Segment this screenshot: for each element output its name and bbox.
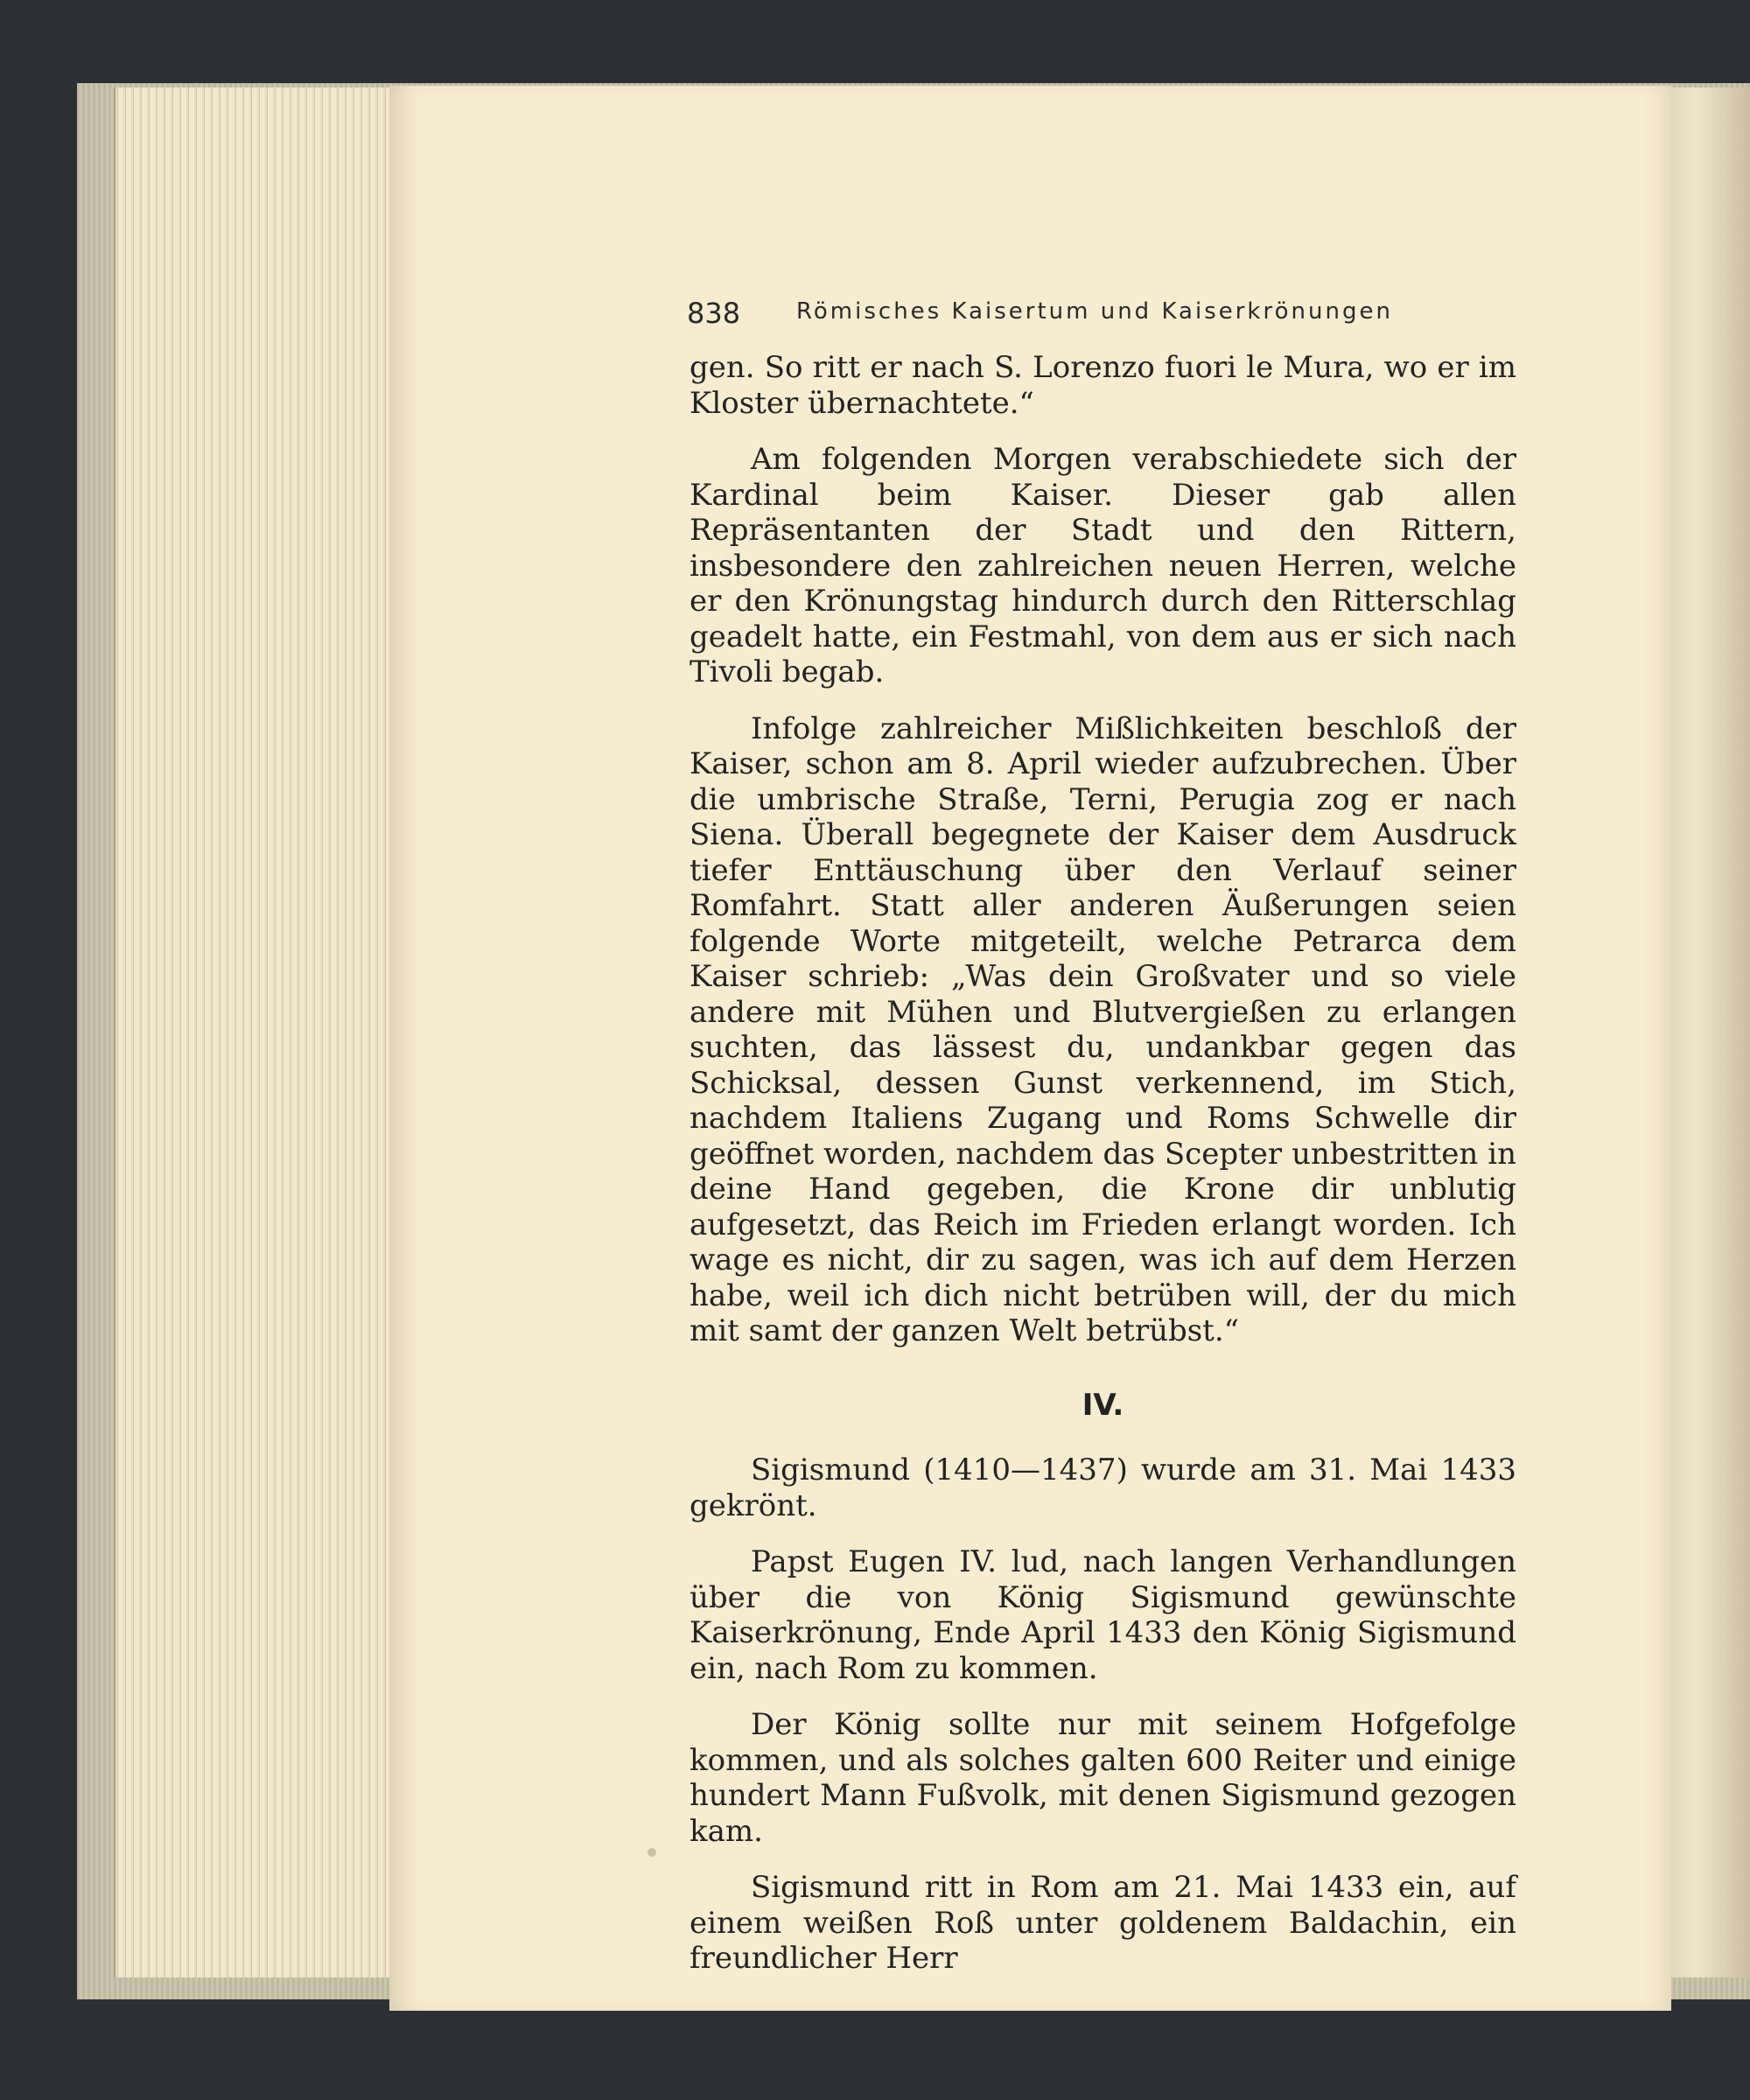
body-text — [690, 350, 1516, 1998]
paragraph: gen. So ritt er nach S. Lorenzo fuori le Mura, wo er im Kloster übernachtete.“ — [690, 350, 1516, 421]
paragraph: Der König sollte nur mit seinem Hofgefolge kommen, und als solches galten 600 Reiter und einige hundert Mann Fußvolk, mit denen Sigismund gezogen kam. — [690, 1707, 1516, 1849]
paragraph: Infolge zahlreicher Mißlichkeiten beschloß der Kaiser, schon am 8. April wieder aufzubrechen. Über die umbrische Straße, Terni, Perugia zog er nach Siena. Überall begegnete der Kaiser dem Ausdruck tiefer Enttäuschung über den Verlauf seiner Romfahrt. Statt aller anderen Äußerungen seien folgende Worte mitgeteilt, welche Petrarca dem Kaiser schrieb: „Was dein Großvater und so viele andere mit Mühen und Blutvergießen zu erlangen suchten, das lässest du, undankbar gegen das Schicksal, dessen Gunst verkennend, im Stich, nachdem Italiens Zugang und Roms Schwelle dir geöffnet worden, nachdem das Scepter unbestritten in deine Hand gegeben, die Krone dir unblutig aufgesetzt, das Reich im Frieden erlangt worden. Ich wage es nicht, dir zu sagen, was ich auf dem Herzen habe, weil ich dich nicht betrüben will, der du mich mit samt der ganzen Welt betrübst.“ — [690, 710, 1516, 1348]
page-stack-edge — [114, 88, 404, 1978]
paragraph: Papst Eugen IV. lud, nach langen Verhandlungen über die von König Sigismund gewünschte Kaiserkrönung, Ende April 1433 den König Sigismund ein, nach Rom zu kommen. — [690, 1544, 1516, 1686]
facing-page-edge — [1658, 88, 1750, 1978]
page-number: 838 — [687, 297, 741, 330]
section-heading: IV. — [1082, 1387, 1124, 1423]
paragraph: Sigismund (1410—1437) wurde am 31. Mai 1433 gekrönt. — [690, 1452, 1516, 1523]
page-header — [687, 293, 1518, 335]
paragraph: Sigismund ritt in Rom am 21. Mai 1433 ein, auf einem weißen Roß unter goldenem Baldachin, ein freundlicher Herr — [690, 1870, 1516, 1976]
running-head: Römisches Kaisertum und Kaiserkrönungen — [796, 298, 1393, 325]
paper-speck — [648, 1848, 656, 1857]
paragraph: Am folgenden Morgen verabschiedete sich der Kardinal beim Kaiser. Dieser gab allen Repräsentanten der Stadt und den Rittern, insbesondere den zahlreichen neuen Herren, welche er den Krönungstag hindurch durch den Ritterschlag geadelt hatte, ein Festmahl, von dem aus er sich nach Tivoli begab. — [690, 442, 1516, 690]
